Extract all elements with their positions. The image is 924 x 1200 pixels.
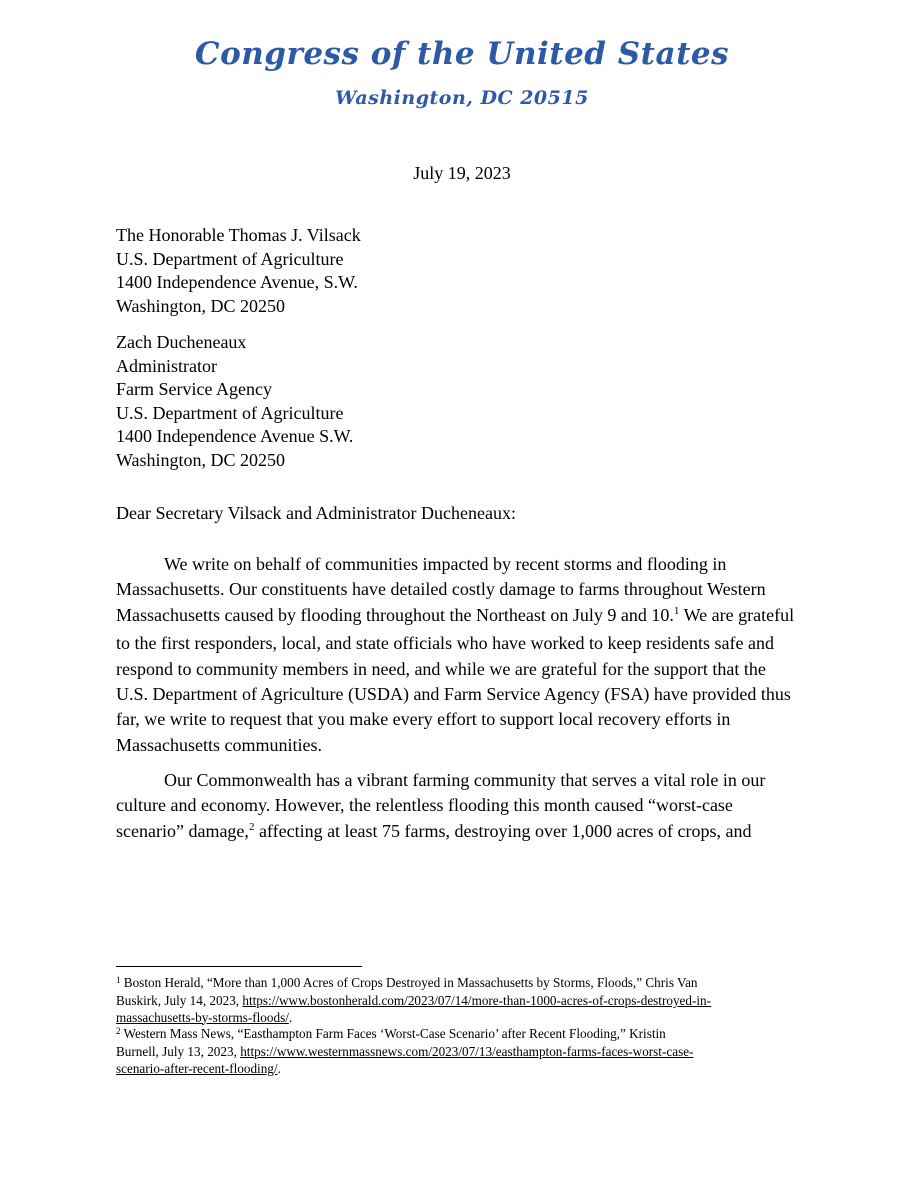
footnote-text: Boston Herald, “More than 1,000 Acres of Crops Destroyed in Massachusetts by Storms, Floods,” Chris Van [120, 975, 698, 990]
footnote-text: . [277, 1060, 281, 1076]
address-line: Washington, DC 20250 [116, 449, 286, 470]
footnote-1-link[interactable]: https://www.bostonherald.com/2023/07/14/more-than-1000-acres-of-crops-destroyed-in- [242, 992, 712, 1008]
address-line: Administrator [116, 355, 217, 376]
letterhead-address: Washington, DC 20515 [335, 87, 589, 109]
address-line: U.S. Department of Agriculture [116, 402, 344, 423]
address-line: 1400 Independence Avenue S.W. [116, 426, 354, 446]
paragraph-text: Massachusetts caused by flooding throughout the Northeast on July 9 and 10. [116, 604, 674, 625]
footnote-number: 2 [116, 1026, 121, 1037]
footnote-divider [116, 966, 362, 967]
paragraph-line: U.S. Department of Agriculture (USDA) and Farm Service Agency (FSA) have provided thus [116, 684, 791, 705]
footnote-1-line [116, 993, 711, 1010]
footnote-1-link[interactable]: massachusetts-by-storms-floods/ [116, 1009, 289, 1025]
paragraph-line: Massachusetts communities. [116, 734, 322, 755]
footnote-text: . [288, 1009, 293, 1025]
letterhead-title: Congress of the United States [194, 36, 730, 72]
footnote-2-link[interactable]: scenario-after-recent-flooding/ [116, 1060, 278, 1076]
recipient-block-secretary [116, 224, 361, 318]
footnote-text: Buskirk, July 14, 2023, [116, 992, 243, 1008]
address-line: U.S. Department of Agriculture [116, 248, 344, 269]
footnote-1-line [116, 975, 711, 993]
paragraph-line: respond to community members in need, and while we are grateful for the support that the [116, 658, 766, 679]
body-paragraph-1 [116, 552, 794, 758]
footnote-2-line [116, 1061, 711, 1078]
paragraph-line: We write on behalf of communities impacted by recent storms and flooding in [164, 554, 727, 574]
footnotes [116, 975, 711, 1078]
address-line: Washington, DC 20250 [116, 295, 286, 316]
footnote-ref-1[interactable]: 1 [673, 604, 680, 617]
paragraph-line: Massachusetts. Our constituents have detailed costly damage to farms throughout Western [116, 579, 766, 600]
footnote-text: Burnell, July 13, 2023, [116, 1044, 241, 1060]
paragraph-text: affecting at least 75 farms, destroying over 1,000 acres of crops, and [254, 820, 752, 841]
salutation: Dear Secretary Vilsack and Administrator Ducheneaux: [116, 503, 516, 523]
footnote-text: Western Mass News, “Easthampton Farm Faces ‘Worst-Case Scenario’ after Recent Flooding,” Kristin [120, 1026, 666, 1042]
footnote-2-line [116, 1026, 711, 1044]
paragraph-line [116, 603, 794, 631]
recipient-block-administrator [116, 331, 353, 472]
paragraph-line: far, we write to request that you make every effort to support local recovery efforts in [116, 709, 731, 730]
footnote-number: 1 [116, 975, 121, 985]
address-line: 1400 Independence Avenue, S.W. [116, 272, 358, 292]
footnote-ref-2[interactable]: 2 [248, 820, 255, 833]
footnote-1-line [116, 1010, 711, 1027]
address-line: Farm Service Agency [116, 379, 272, 399]
paragraph-line: culture and economy. However, the relentless flooding this month caused “worst-case [116, 795, 733, 816]
paragraph-text: scenario” damage, [116, 820, 249, 841]
footnote-2-link[interactable]: https://www.westernmassnews.com/2023/07/13/easthampton-farms-faces-worst-case- [240, 1044, 694, 1060]
address-line: Zach Ducheneaux [116, 332, 247, 352]
paragraph-line [116, 819, 765, 847]
paragraph-text: We are grateful [679, 604, 795, 625]
footnote-2-line [116, 1044, 711, 1061]
paragraph-line: to the first responders, local, and state officials who have worked to keep residents safe and [116, 633, 774, 654]
paragraph-line: Our Commonwealth has a vibrant farming community that serves a vital role in our [164, 770, 766, 790]
letter-date: July 19, 2023 [413, 163, 511, 183]
address-line: The Honorable Thomas J. Vilsack [116, 225, 361, 245]
body-paragraph-2 [116, 768, 765, 847]
